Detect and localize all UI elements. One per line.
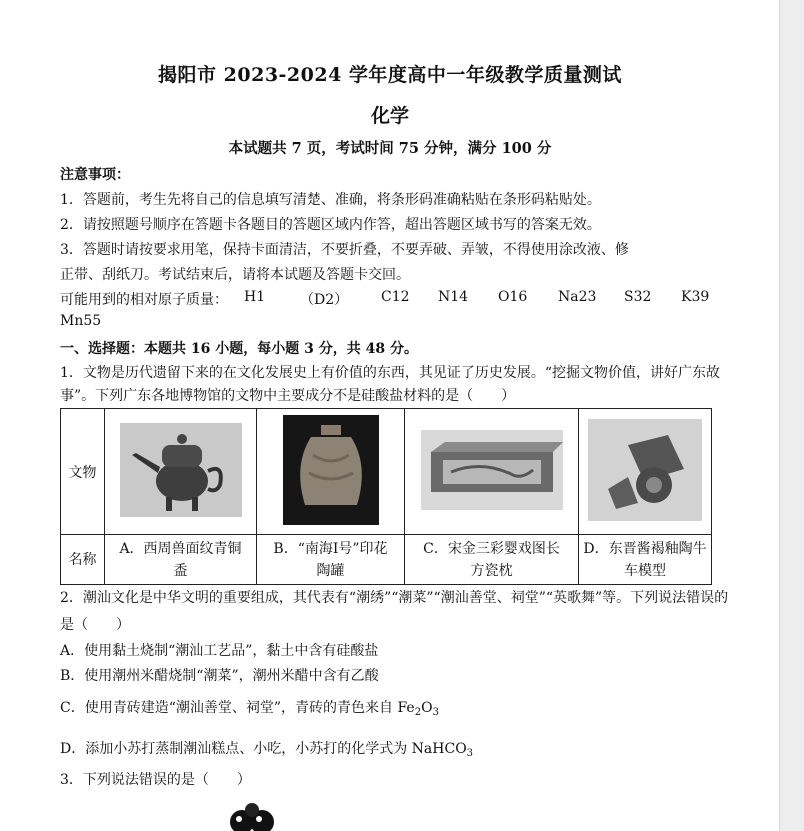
atomic-mass-item: S32 <box>624 289 652 305</box>
note-item: 2．请按照题号顺序在答题卡各题目的答题区域内作答，超出答题区域书写的答案无效。 <box>60 217 601 233</box>
exam-title: 揭阳市 2023-2024 学年度高中一年级教学质量测试 <box>158 64 622 86</box>
option-d-name <box>579 535 712 585</box>
row-label-name: 名称 <box>61 535 105 585</box>
option-d-line2: 车模型 <box>624 562 666 579</box>
bronze-vessel-image <box>120 423 242 517</box>
relic-photo-cell <box>257 409 405 535</box>
relic-photo-cell <box>405 409 579 535</box>
subject-title: 化学 <box>370 105 409 127</box>
option-c-subscript: 2 <box>414 707 422 718</box>
option-c-subscript: 3 <box>432 707 439 718</box>
atomic-mass-item: K39 <box>681 289 710 305</box>
question-2-option-a: A．使用黏土烧制“潮汕工艺品”，黏土中含有硅酸盐 <box>60 643 379 659</box>
question-1-stem: 1．文物是历代遗留下来的在文化发展史上有价值的东西，其见证了历史发展。“挖掘文物价值，讲好广东故 <box>60 365 721 381</box>
relic-photo-cell <box>105 409 257 535</box>
option-c-line1: C．宋金三彩婴戏图长 <box>423 540 560 557</box>
option-a-line1: A．西周兽面纹青铜 <box>119 540 242 557</box>
exam-info: 本试题共 7 页，考试时间 75 分钟，满分 100 分 <box>228 140 552 157</box>
question-1-stem-cont: 事”。下列广东各地博物馆的文物中主要成分不是硅酸盐材料的是（ ） <box>60 388 516 404</box>
atomic-mass-item: （D2） <box>300 292 349 308</box>
option-a-name <box>105 535 257 585</box>
question-2-option-c <box>60 697 439 718</box>
row-label-relic: 文物 <box>61 409 105 535</box>
ox-cart-model-image <box>588 419 702 521</box>
question-2-option-d <box>60 738 473 759</box>
note-item: 3．答题时请按要求用笔，保持卡面清洁，不要折叠，不要弄破、弄皱，不得使用涂改液、修 <box>60 242 629 258</box>
atomic-mass-item: H1 <box>244 289 266 305</box>
section-heading: 一、选择题：本题共 16 小题，每小题 3 分，共 48 分。 <box>60 341 418 357</box>
option-c-name <box>405 535 579 585</box>
vertical-scrollbar[interactable] <box>779 0 804 831</box>
atomic-mass-item: N14 <box>438 289 469 305</box>
notes-heading: 注意事项： <box>60 167 130 183</box>
relic-photo-cell <box>579 409 712 535</box>
note-item: 正带、刮纸刀。考试结束后，请将本试题及答题卡交回。 <box>60 267 410 283</box>
option-d-line1: D．东晋酱褐釉陶牛 <box>583 540 707 557</box>
option-c-line2: 方瓷枕 <box>470 562 513 579</box>
option-c-text: C．使用青砖建造“潮汕善堂、祠堂”，青砖的青色来自 Fe <box>60 700 415 716</box>
pottery-jar-image <box>283 415 379 525</box>
porcelain-pillow-image <box>421 430 563 510</box>
atomic-mass-item: Mn55 <box>60 313 102 329</box>
atomic-mass-item: O16 <box>498 289 528 305</box>
option-d-subscript: 3 <box>466 748 474 759</box>
note-item: 1．答题前，考生先将自己的信息填写清楚、准确，将条形码准确粘贴在条形码粘贴处。 <box>60 192 601 208</box>
option-b-name <box>257 535 405 585</box>
option-b-line1: B．“南海Ⅰ号”印花 <box>273 540 388 557</box>
option-a-line2: 盉 <box>173 562 188 579</box>
question-2-option-b: B．使用潮州米醋烧制“潮菜”，潮州米醋中含有乙酸 <box>60 668 379 684</box>
atomic-mass-label: 可能用到的相对原子质量： <box>60 292 228 308</box>
question-3-stem: 3．下列说法错误的是（ ） <box>60 772 251 788</box>
relics-table <box>60 408 712 585</box>
molecule-model-icon <box>226 800 278 831</box>
atomic-mass-item: Na23 <box>558 289 597 305</box>
option-c-formula-part: O <box>421 700 433 716</box>
question-2-stem-cont: 是（ ） <box>60 617 130 633</box>
option-d-text: D．添加小苏打蒸制潮汕糕点、小吃，小苏打的化学式为 NaHCO <box>60 741 467 757</box>
question-2-stem: 2．潮汕文化是中华文明的重要组成，其代表有“潮绣”“潮菜”“潮汕善堂、祠堂”“英歌舞”等。下列说法错误的 <box>60 590 729 606</box>
atomic-mass-item: C12 <box>381 289 410 305</box>
option-b-line2: 陶罐 <box>316 562 345 579</box>
